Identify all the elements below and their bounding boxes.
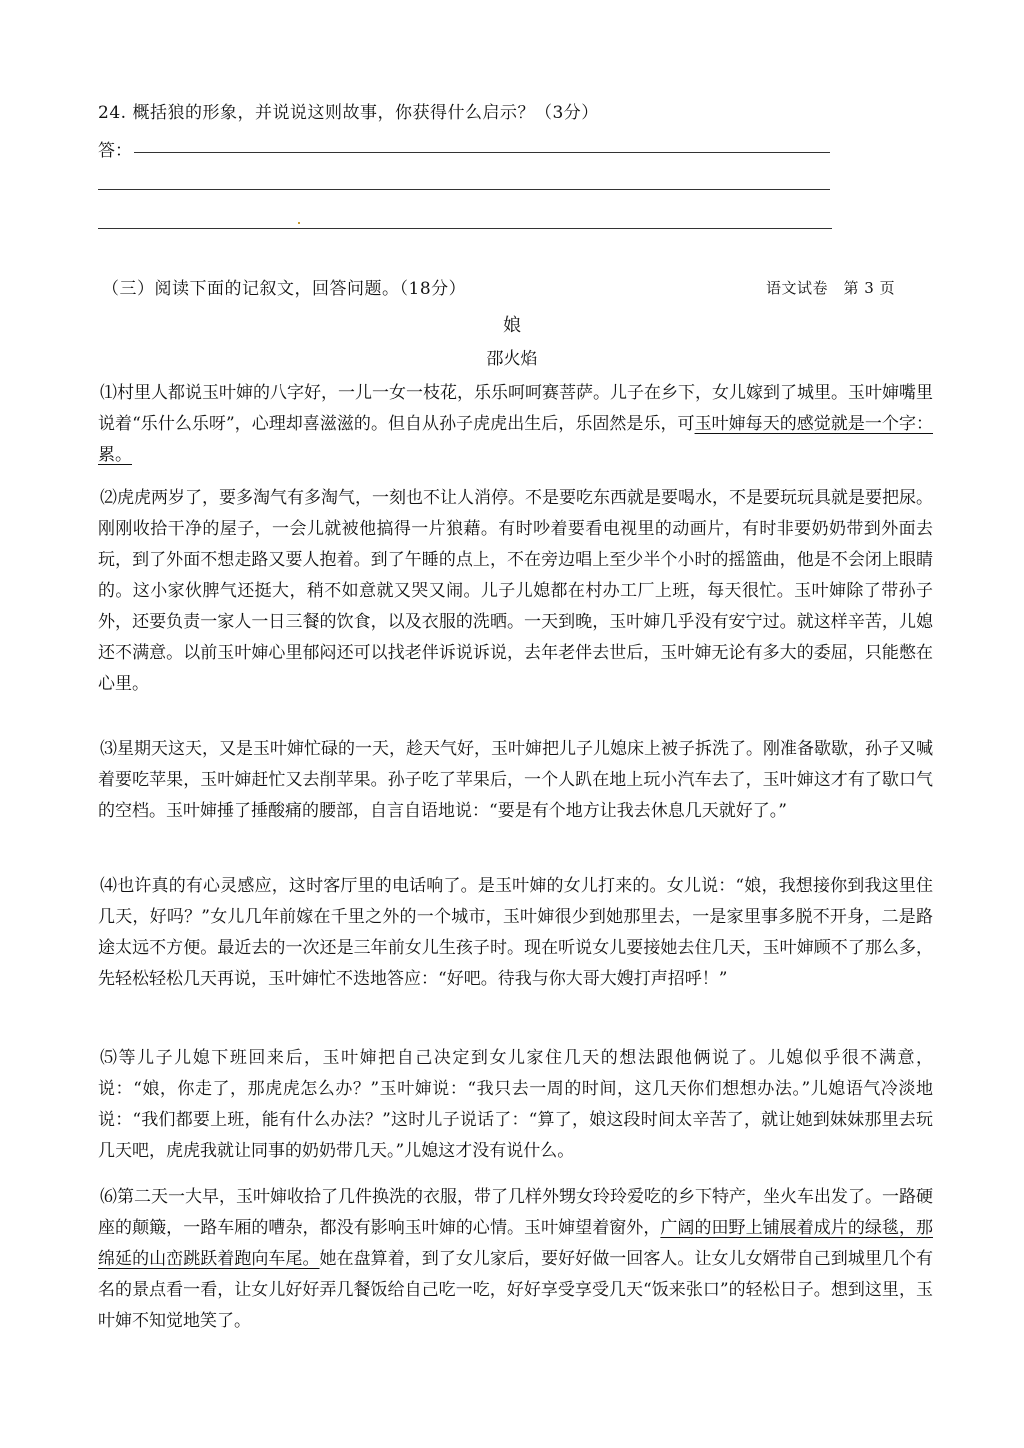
article-title: 娘 [503,315,521,336]
paragraph-number: ⑶ [100,739,117,759]
underlined-sentence: 玉叶婶每天的感觉就是一个字：累。 [98,414,933,465]
paragraph-6 [98,1182,933,1337]
article-author: 邵火焰 [486,349,538,369]
paragraph-1 [98,378,933,471]
page-label: 语文试卷 第 3 页 [766,279,896,297]
paragraph-2 [98,483,933,700]
paragraph-number: ⑵ [100,488,117,508]
section-heading: （三）阅读下面的记叙文，回答问题。（18分） [102,279,467,299]
paragraph-3 [98,734,933,827]
underlined-sentence: 广阔的田野上铺展着成片的绿毯，那绵延的山峦跳跃着跑向车尾。 [98,1218,933,1269]
answer-line-3[interactable] [98,228,832,229]
paragraph-4 [98,871,933,995]
scan-speck [298,222,300,224]
paragraph-5 [98,1043,933,1167]
paragraph-text: 村里人都说玉叶婶的八字好，一儿一女一枝花，乐乐呵呵赛菩萨。儿子在乡下，女儿嫁到了城里。玉叶婶嘴里说着“乐什么乐呀”，心理却喜滋滋的。但自从孙子虎虎出生后，乐固然是乐，可 [98,383,933,434]
paragraph-text: 等儿子儿媳下班回来后，玉叶婶把自己决定到女儿家住几天的想法跟他俩说了。儿媳似乎很不满意，说：“娘，你走了，那虎虎怎么办？”玉叶婶说：“我只去一周的时间，这几天你们想想办法。”儿媳语气冷淡地说：“我们都要上班，能有什么办法？”这时儿子说话了：“算了，娘这段时间太辛苦了，就让她到妹妹那里去玩几天吧，虎虎我就让同事的奶奶带几天。”儿媳这才没有说什么。 [98,1048,933,1161]
paragraph-text: 星期天这天，又是玉叶婶忙碌的一天，趁天气好，玉叶婶把儿子儿媳床上被子拆洗了。刚准备歇歇，孙子又喊着要吃苹果，玉叶婶赶忙又去削苹果。孙子吃了苹果后，一个人趴在地上玩小汽车去了，玉叶婶这才有了歇口气的空档。玉叶婶捶了捶酸痛的腰部，自言自语地说：“要是有个地方让我去休息几天就好了。” [98,739,933,821]
paragraph-text-continued: 她在盘算着，到了女儿家后，要好好做一回客人。让女儿女婿带自己到城里几个有名的景点看一看，让女儿好好弄几餐饭给自己吃一吃，好好享受享受几天“饭来张口”的轻松日子。想到这里，玉叶婶不知觉地笑了。 [98,1249,934,1331]
paragraph-text: 虎虎两岁了，要多淘气有多淘气，一刻也不让人消停。不是要吃东西就是要喝水，不是要玩玩具就是要把尿。刚刚收拾干净的屋子，一会儿就被他搞得一片狼藉。有时吵着要看电视里的动画片，有时非要奶奶带到外面去玩，到了外面不想走路又要人抱着。到了午睡的点上，不在旁边唱上至少半个小时的摇篮曲，他是不会闭上眼睛的。这小家伙脾气还挺大，稍不如意就又哭又闹。儿子儿媳都在村办工厂上班，每天很忙。玉叶婶除了带孙子外，还要负责一家人一日三餐的饮食，以及衣服的洗晒。一天到晚，玉叶婶几乎没有安宁过。就这样辛苦，儿媳还不满意。以前玉叶婶心里郁闷还可以找老伴诉说诉说，去年老伴去世后，玉叶婶无论有多大的委屈，只能憋在心里。 [98,488,933,694]
paragraph-number: ⑷ [100,876,118,896]
paragraph-number: ⑸ [100,1048,119,1068]
answer-label: 答： [98,141,132,161]
question-24: 24. 概括狼的形象，并说说这则故事，你获得什么启示？（3分） [98,103,599,123]
paragraph-number: ⑴ [100,383,117,403]
paragraph-text: 也许真的有心灵感应，这时客厅里的电话响了。是玉叶婶的女儿打来的。女儿说：“娘，我想接你到我这里住几天，好吗？”女儿几年前嫁在千里之外的一个城市，玉叶婶很少到她那里去，一是家里事多脱不开身，二是路途太远不方便。最近去的一次还是三年前女儿生孩子时。现在听说女儿要接她去住几天，玉叶婶顾不了那么多，先轻松轻松几天再说，玉叶婶忙不迭地答应：“好吧。待我与你大哥大嫂打声招呼！” [98,876,934,989]
answer-line-1[interactable] [134,152,830,153]
paragraph-text: 第二天一大早，玉叶婶收拾了几件换洗的衣服，带了几样外甥女玲玲爱吃的乡下特产，坐火车出发了。一路硬座的颠簸，一路车厢的嘈杂，都没有影响玉叶婶的心情。玉叶婶望着窗外， [98,1187,933,1238]
paragraph-number: ⑹ [100,1187,117,1207]
answer-line-2[interactable] [98,189,830,190]
